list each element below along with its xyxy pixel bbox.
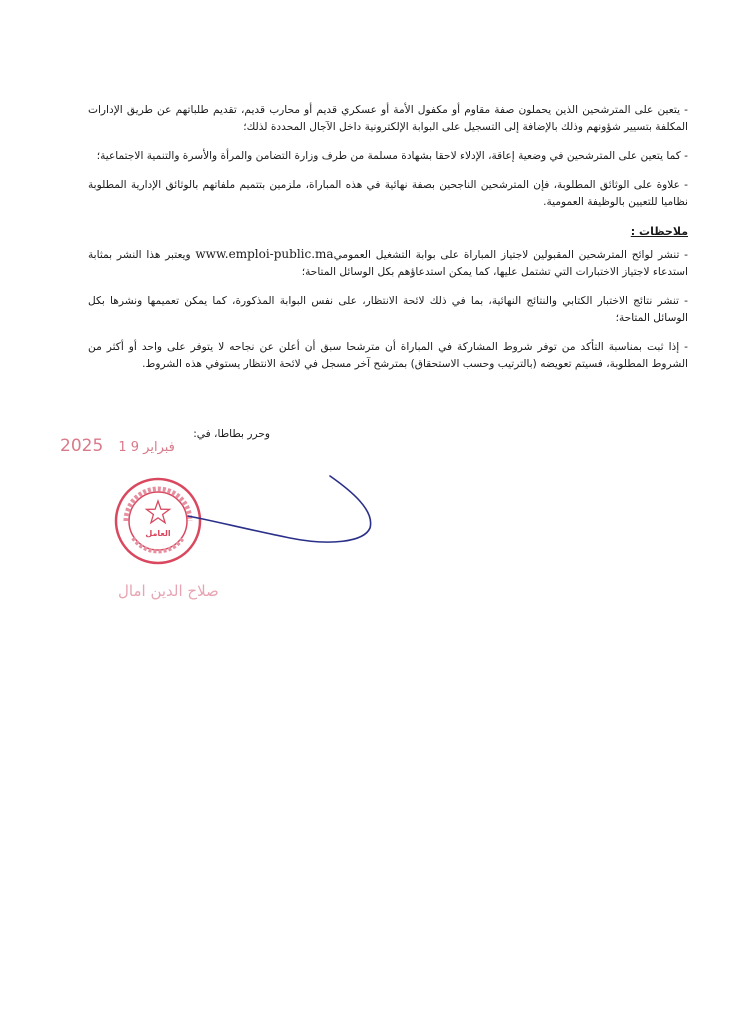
note-results: - تنشر نتائج الاختبار الكتابي والنتائج النهائية، بما في ذلك لائحة الانتظار، على نفس البوابة المذكورة، كما يمكن تعميمها ونشرها بكل الوسائل المتاحة؛ <box>88 295 688 324</box>
note-publication-text: - تنشر لوائح المترشحين المقبولين لاجتياز المباراة على بوابة التشغيل العمومي <box>333 249 688 261</box>
handwritten-signature <box>180 470 380 550</box>
paragraph-documents: - علاوة على الوثائق المطلوبة، فإن المترشحين الناجحين بصفة نهائية في هذه المباراة، ملزمين بتتميم ملفاتهم بالوثائق الإدارية المطلوبة نظاميا للتعيين بالوظيفة العمومية. <box>88 179 688 208</box>
note-publication <box>88 246 688 281</box>
document-body <box>88 102 688 383</box>
date-stamp <box>60 436 175 456</box>
paragraph-disability: - كما يتعين على المترشحين في وضعية إعاقة، الإدلاء لاحقا بشهادة مسلمة من طرف وزارة التضامن والمرأة والأسرة والتنمية الاجتماعية؛ <box>96 150 688 162</box>
portal-url: www.emploi-public.ma <box>195 247 334 261</box>
date-stamp-day-month: 1 9 فبراير <box>118 440 175 455</box>
seal-center-text: العامل <box>145 529 171 538</box>
seal-official-name: صلاح الدين امال <box>118 582 219 600</box>
signoff-line: وحرر بطاطا، في: <box>193 428 270 440</box>
star-icon <box>147 501 170 523</box>
note-publication-text-end: ويعتبر هذا النشر بمثابة استدعاء لاجتياز الاختبارات التي تشتمل عليها، كما يمكن استدعاؤهم بكل الوسائل المتاحة؛ <box>88 249 688 278</box>
note-replacement: - إذا ثبت بمناسبة التأكد من توفر شروط المشاركة في المباراة أن مترشحا سبق أن أعلن عن نجاحه لا يتوفر على واحد أو أكثر من الشروط المطلوبة، فسيتم تعويضه (بالترتيب وحسب الاستحقاق) بمترشح آخر مسجل في لائحة الانتظار يستوفي هذه الشروط. <box>88 341 688 370</box>
date-stamp-year: 2025 <box>60 436 104 456</box>
paragraph-veterans: - يتعين على المترشحين الذين يحملون صفة مقاوم أو مكفول الأمة أو عسكري قديم أو محارب قديم، تقديم طلباتهم عن طريق الإدارات المكلفة بتسيير شؤونهم وذلك بالإضافة إلى التسجيل على البوابة الإلكترونية داخل الآجال المحددة لذلك؛ <box>88 104 688 133</box>
notes-heading: ملاحظات : <box>630 225 688 238</box>
